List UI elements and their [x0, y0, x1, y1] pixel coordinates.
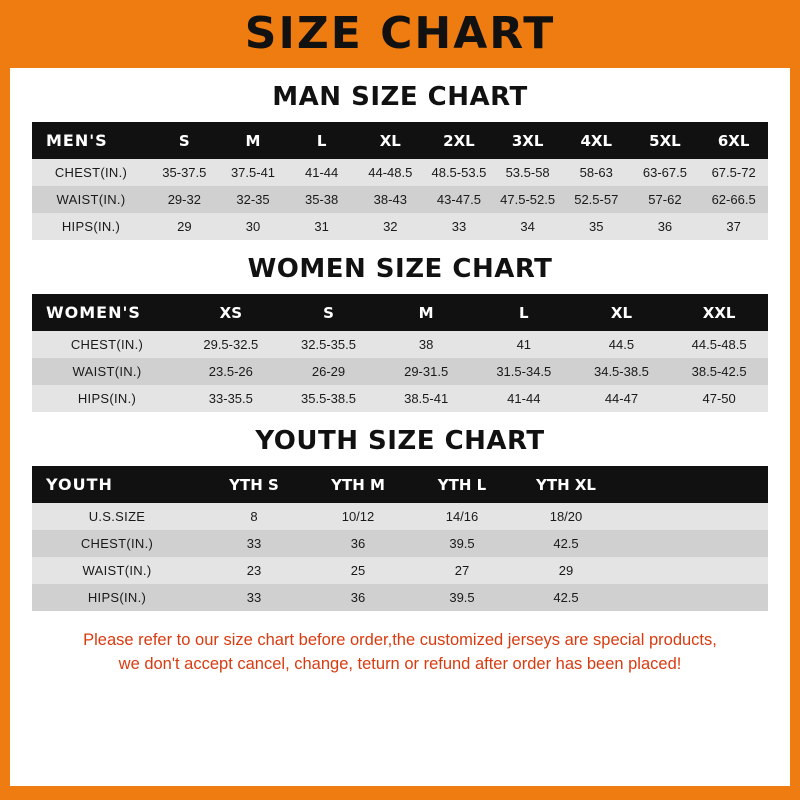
table-cell: 10/12	[341, 509, 375, 524]
man-header-cell: L	[287, 122, 356, 159]
women-header-cell: WOMEN'S	[32, 294, 182, 331]
table-row	[32, 213, 768, 240]
women-header-cell: M	[377, 294, 475, 331]
table-cell-blank	[618, 530, 768, 557]
table-row	[32, 503, 768, 530]
table-cell: 47-50	[702, 391, 736, 406]
table-row	[32, 584, 768, 611]
table-cell: 29-31.5	[404, 364, 449, 379]
table-cell: 44-48.5	[368, 165, 413, 180]
table-cell: 33	[246, 590, 262, 605]
table-cell: 36	[350, 536, 366, 551]
table-cell: 35.5-38.5	[301, 391, 356, 406]
women-table-head	[32, 294, 768, 331]
man-section-title: MAN SIZE CHART	[272, 82, 528, 112]
table-cell: 52.5-57	[574, 192, 619, 207]
table-cell: 63-67.5	[642, 165, 687, 180]
man-size-table	[32, 122, 768, 240]
youth-header-cell: YOUTH	[32, 466, 202, 503]
table-cell: 32-35	[236, 192, 270, 207]
table-cell: 34.5-38.5	[593, 364, 649, 379]
man-header-cell: 5XL	[631, 122, 700, 159]
table-header-row	[32, 294, 768, 331]
table-cell: 29	[177, 219, 192, 234]
youth-table-head	[32, 466, 768, 503]
table-cell: 43-47.5	[436, 192, 481, 207]
table-header-row	[32, 466, 768, 503]
table-row	[32, 186, 768, 213]
women-header-cell: XL	[573, 294, 671, 331]
table-cell: 23	[246, 563, 262, 578]
table-cell-blank	[618, 584, 768, 611]
table-cell: 39.5	[449, 536, 475, 551]
row-label: U.S.SIZE	[88, 509, 146, 524]
man-header-cell: 2XL	[425, 122, 494, 159]
women-section-title: WOMEN SIZE CHART	[247, 254, 553, 284]
bottom-accent-bar	[0, 786, 800, 800]
table-cell: 33	[246, 536, 262, 551]
table-cell: 41-44	[507, 391, 541, 406]
table-cell: 62-66.5	[711, 192, 756, 207]
row-label: HIPS(IN.)	[61, 219, 121, 234]
youth-section-title: YOUTH SIZE CHART	[255, 426, 545, 456]
table-cell: 31	[314, 219, 329, 234]
youth-table-body	[32, 503, 768, 611]
content-area	[10, 82, 790, 677]
youth-header-cell-blank	[618, 466, 768, 503]
youth-size-table	[32, 466, 768, 611]
table-cell: 47.5-52.5	[500, 192, 556, 207]
row-label: HIPS(IN.)	[77, 391, 137, 406]
row-label: WAIST(IN.)	[56, 192, 126, 207]
table-cell: 29.5-32.5	[203, 337, 259, 352]
women-header-cell: L	[475, 294, 573, 331]
table-cell: 58-63	[579, 165, 613, 180]
table-cell: 38	[418, 337, 434, 352]
row-label: CHEST(IN.)	[70, 337, 144, 352]
table-cell-blank	[618, 503, 768, 530]
table-cell: 33-35.5	[208, 391, 253, 406]
table-cell: 53.5-58	[505, 165, 550, 180]
table-cell: 35-37.5	[162, 165, 207, 180]
table-cell: 42.5	[553, 590, 579, 605]
women-header-cell: S	[280, 294, 378, 331]
footer-note-line-2: we don't accept cancel, change, teturn or refund after order has been placed!	[118, 654, 682, 673]
youth-header-cell: YTH M	[306, 466, 410, 503]
table-cell: 26-29	[311, 364, 346, 379]
table-cell: 35-38	[305, 192, 339, 207]
table-cell: 38.5-41	[404, 391, 449, 406]
table-cell: 32.5-35.5	[301, 337, 356, 352]
table-cell: 35	[589, 219, 604, 234]
table-row	[32, 331, 768, 358]
table-cell: 37.5-41	[230, 165, 276, 180]
man-header-cell: 6XL	[699, 122, 768, 159]
table-cell: 14/16	[445, 509, 479, 524]
row-label: HIPS(IN.)	[87, 590, 147, 605]
footer-note	[46, 629, 754, 677]
youth-header-cell: YTH XL	[514, 466, 618, 503]
table-cell: 31.5-34.5	[496, 364, 552, 379]
table-cell: 37	[726, 219, 741, 234]
youth-header-cell: YTH L	[410, 466, 514, 503]
table-row	[32, 159, 768, 186]
row-label: CHEST(IN.)	[80, 536, 154, 551]
table-cell: 27	[454, 563, 470, 578]
women-header-cell: XXL	[670, 294, 768, 331]
table-cell: 33	[451, 219, 467, 234]
table-header-row	[32, 122, 768, 159]
women-size-table	[32, 294, 768, 412]
page-title: SIZE CHART	[244, 8, 556, 59]
table-cell: 57-62	[648, 192, 682, 207]
women-table-body	[32, 331, 768, 412]
table-cell: 44.5	[608, 337, 635, 352]
table-cell: 8	[250, 509, 258, 524]
man-header-cell: XL	[356, 122, 425, 159]
man-table-head	[32, 122, 768, 159]
row-label: WAIST(IN.)	[72, 364, 142, 379]
table-cell: 29	[558, 563, 574, 578]
table-cell: 41	[516, 337, 532, 352]
table-cell-blank	[618, 557, 768, 584]
table-cell: 44-47	[604, 391, 639, 406]
footer-note-line-1: Please refer to our size chart before order,the customized jerseys are special products,	[83, 631, 717, 649]
man-header-cell: MEN'S	[32, 122, 150, 159]
women-header-cell: XS	[182, 294, 280, 331]
table-cell: 67.5-72	[711, 165, 756, 180]
table-cell: 34	[520, 219, 535, 234]
table-row	[32, 530, 768, 557]
table-cell: 18/20	[549, 509, 583, 524]
row-label: CHEST(IN.)	[54, 165, 128, 180]
table-cell: 41-44	[305, 165, 339, 180]
man-table-body	[32, 159, 768, 240]
table-row	[32, 358, 768, 385]
table-cell: 38-43	[373, 192, 407, 207]
row-label: WAIST(IN.)	[82, 563, 152, 578]
table-cell: 23.5-26	[208, 364, 253, 379]
man-header-cell: M	[219, 122, 288, 159]
table-cell: 39.5	[449, 590, 475, 605]
table-cell: 38.5-42.5	[691, 364, 747, 379]
table-row	[32, 557, 768, 584]
table-cell: 32	[383, 219, 398, 234]
man-header-cell: S	[150, 122, 219, 159]
table-cell: 36	[657, 219, 673, 234]
table-cell: 44.5-48.5	[691, 337, 747, 352]
table-cell: 48.5-53.5	[431, 165, 487, 180]
table-cell: 29-32	[167, 192, 201, 207]
table-cell: 42.5	[553, 536, 579, 551]
table-row	[32, 385, 768, 412]
table-cell: 30	[245, 219, 261, 234]
man-header-cell: 3XL	[493, 122, 562, 159]
table-cell: 25	[350, 563, 366, 578]
youth-header-cell: YTH S	[202, 466, 306, 503]
header-bar	[0, 0, 800, 68]
man-header-cell: 4XL	[562, 122, 631, 159]
table-cell: 36	[350, 590, 366, 605]
